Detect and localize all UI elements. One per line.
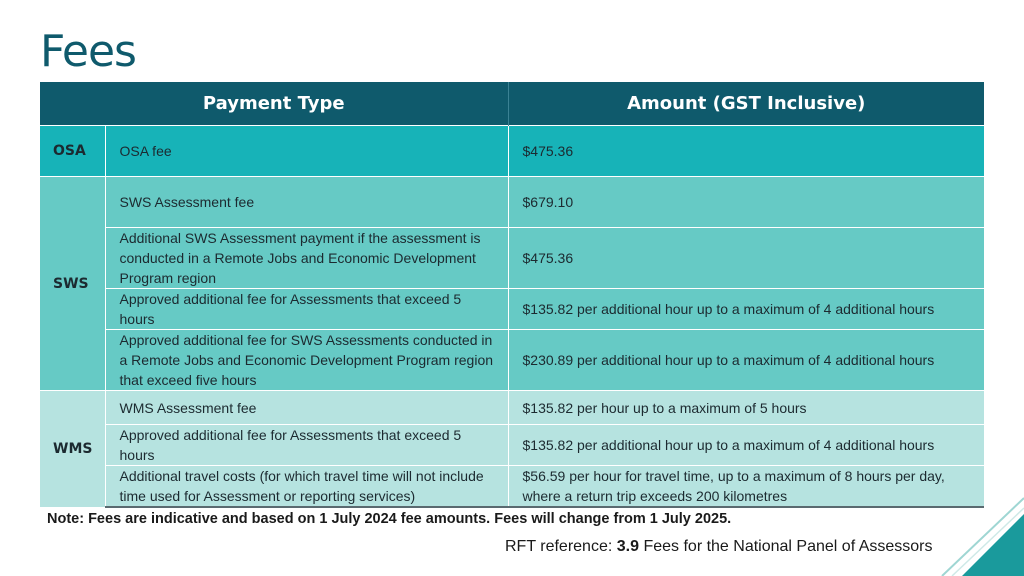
amount-cell: $475.36 (508, 228, 984, 289)
payment-type-cell: WMS Assessment fee (105, 391, 508, 425)
payment-type-cell: Additional SWS Assessment payment if the assessment is conducted in a Remote Jobs and Economic Development Program region (105, 228, 508, 289)
payment-type-cell: Approved additional fee for Assessments that exceed 5 hours (105, 425, 508, 466)
table-row (40, 466, 984, 508)
table-header-row (40, 82, 984, 126)
payment-type-cell: Approved additional fee for SWS Assessments conducted in a Remote Jobs and Economic Development Program region that exceed five hours (105, 330, 508, 391)
header-amount: Amount (GST Inclusive) (508, 82, 984, 126)
payment-type-cell: Additional travel costs (for which travel time will not include time used for Assessment or reporting services) (105, 466, 508, 508)
amount-cell: $679.10 (508, 177, 984, 228)
rft-prefix: RFT reference: (505, 538, 613, 555)
amount-cell: $135.82 per hour up to a maximum of 5 hours (508, 391, 984, 425)
payment-type-cell: Approved additional fee for Assessments that exceed 5 hours (105, 289, 508, 330)
payment-type-cell: SWS Assessment fee (105, 177, 508, 228)
amount-cell: $56.59 per hour for travel time, up to a maximum of 8 hours per day, where a return trip exceeds 200 kilometres (508, 466, 984, 508)
table-row (40, 228, 984, 289)
rft-reference (505, 538, 933, 556)
payment-type-cell: OSA fee (105, 126, 508, 177)
amount-cell: $135.82 per additional hour up to a maximum of 4 additional hours (508, 425, 984, 466)
fees-table (40, 82, 984, 508)
table-row (40, 289, 984, 330)
table-row (40, 177, 984, 228)
corner-decoration (934, 496, 1024, 576)
table-row (40, 126, 984, 177)
header-payment-type: Payment Type (40, 82, 508, 126)
fees-note: Note: Fees are indicative and based on 1 July 2024 fee amounts. Fees will change from 1 July 2025. (47, 511, 732, 527)
amount-cell: $230.89 per additional hour up to a maximum of 4 additional hours (508, 330, 984, 391)
table-row (40, 391, 984, 425)
table-row (40, 330, 984, 391)
rft-number: 3.9 (616, 538, 639, 555)
rft-title: Fees for the National Panel of Assessors (643, 538, 933, 555)
amount-cell: $475.36 (508, 126, 984, 177)
page-title: Fees (40, 26, 136, 77)
group-label-sws: SWS (40, 177, 105, 391)
group-label-osa: OSA (40, 126, 105, 177)
group-label-wms: WMS (40, 391, 105, 508)
amount-cell: $135.82 per additional hour up to a maximum of 4 additional hours (508, 289, 984, 330)
table-row (40, 425, 984, 466)
